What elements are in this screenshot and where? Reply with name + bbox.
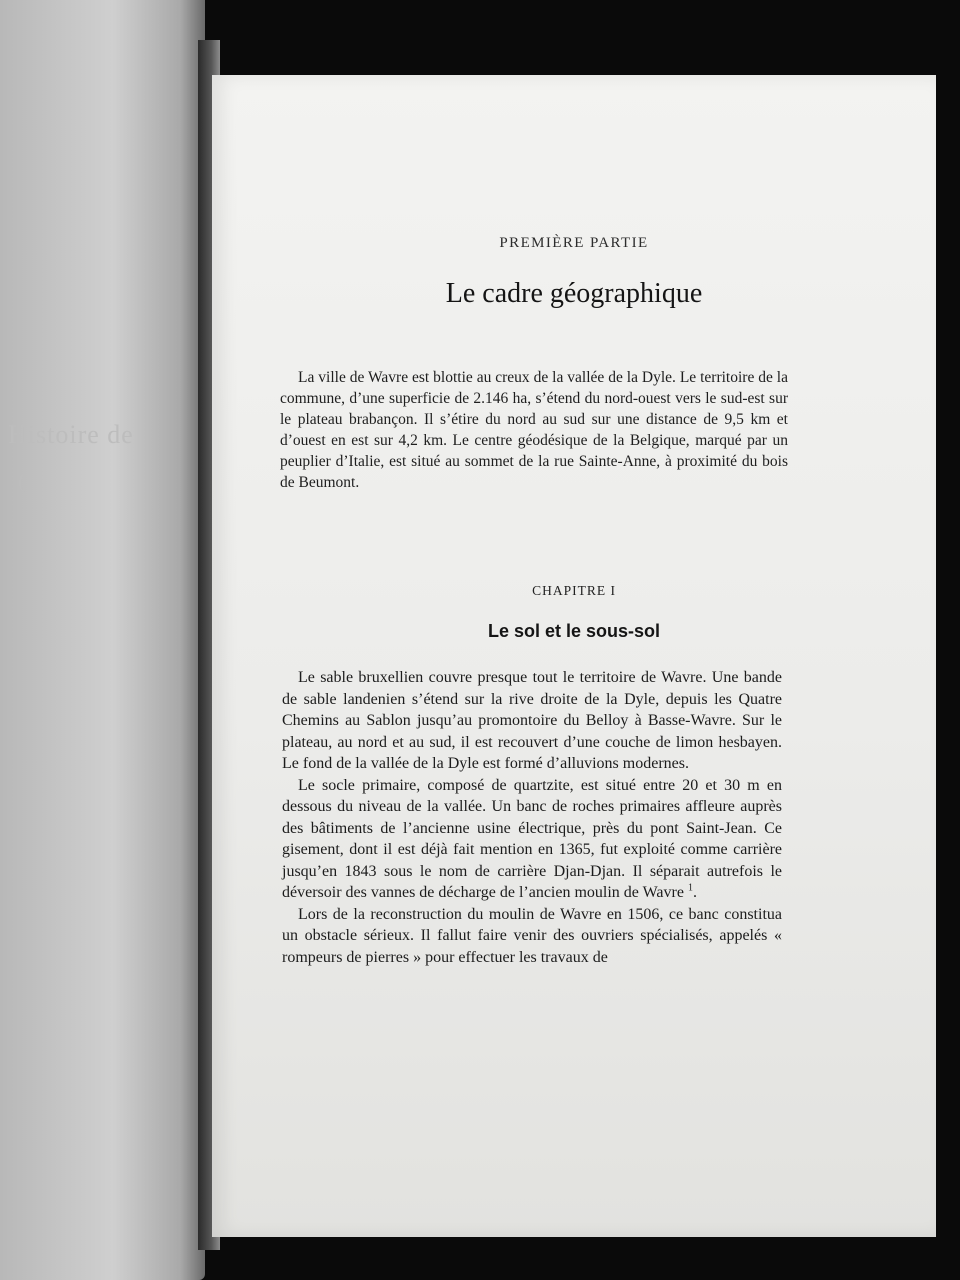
chapter-body	[282, 667, 782, 968]
part-title: Le cadre géographique	[445, 278, 703, 309]
footnote-reference: 1	[687, 882, 693, 894]
body-paragraph-2-end: .	[692, 884, 697, 901]
part-label: PREMIÈRE PARTIE	[499, 235, 649, 251]
bleed-through-line-1: Histoire de	[8, 420, 134, 449]
body-paragraph-3: Lors de la reconstruction du moulin de Wavre en 1506, ce banc constitua un obstacle sérieux. Il fallut faire venir des ouvriers spécialisés, appelés « rompeurs de pierres » pour effectuer les travaux de	[282, 905, 782, 966]
bleed-through-text	[8, 420, 198, 494]
body-paragraph-2	[282, 775, 782, 904]
chapter-title: Le sol et le sous-sol	[487, 621, 661, 641]
bleed-through-line-2: (	[18, 468, 27, 493]
left-page	[0, 0, 205, 1280]
intro-paragraph: La ville de Wavre est blottie au creux de la vallée de la Dyle. Le territoire de la commune, d’une superficie de 2.146 ha, s’étend du nord-ouest vers le sud-est sur le plateau brabançon. Il s’étire du nord au sud sur une distance de 9,5 km et d’ouest en est sur 4,2 km. Le centre géodésique de la Belgique, marqué par un peuplier d’Italie, est situé au sommet de la rue Sainte-Anne, à proximité du bois de Beumont.	[280, 369, 788, 491]
right-page	[212, 75, 936, 1237]
body-paragraph-1: Le sable bruxellien couvre presque tout le territoire de Wavre. Une bande de sable landenien s’étend sur la rive droite de la Dyle, depuis les Quatre Chemins au Sablon jusqu’au promontoire du Belloy à Basse-Wavre. Sur le plateau, au nord et au sud, il est recouvert d’une couche de limon hesbayen. Le fond de la vallée de la Dyle est formé d’alluvions modernes.	[282, 669, 782, 772]
chapter-label: CHAPITRE I	[532, 583, 616, 598]
body-paragraph-2-text: Le socle primaire, composé de quartzite, est situé entre 20 et 30 m en dessous du niveau de la vallée. Un banc de roches primaires affleure auprès des bâtiments de l’ancienne usine électrique, près du pont Saint-Jean. Ce gisement, dont il est déjà fait mention en 1365, fut exploité comme carrière jusqu’en 1843 sous le nom de carrière Djan-Djan. Il séparait autrefois le déversoir des vannes de décharge de l’ancien moulin de Wavre	[282, 776, 782, 901]
